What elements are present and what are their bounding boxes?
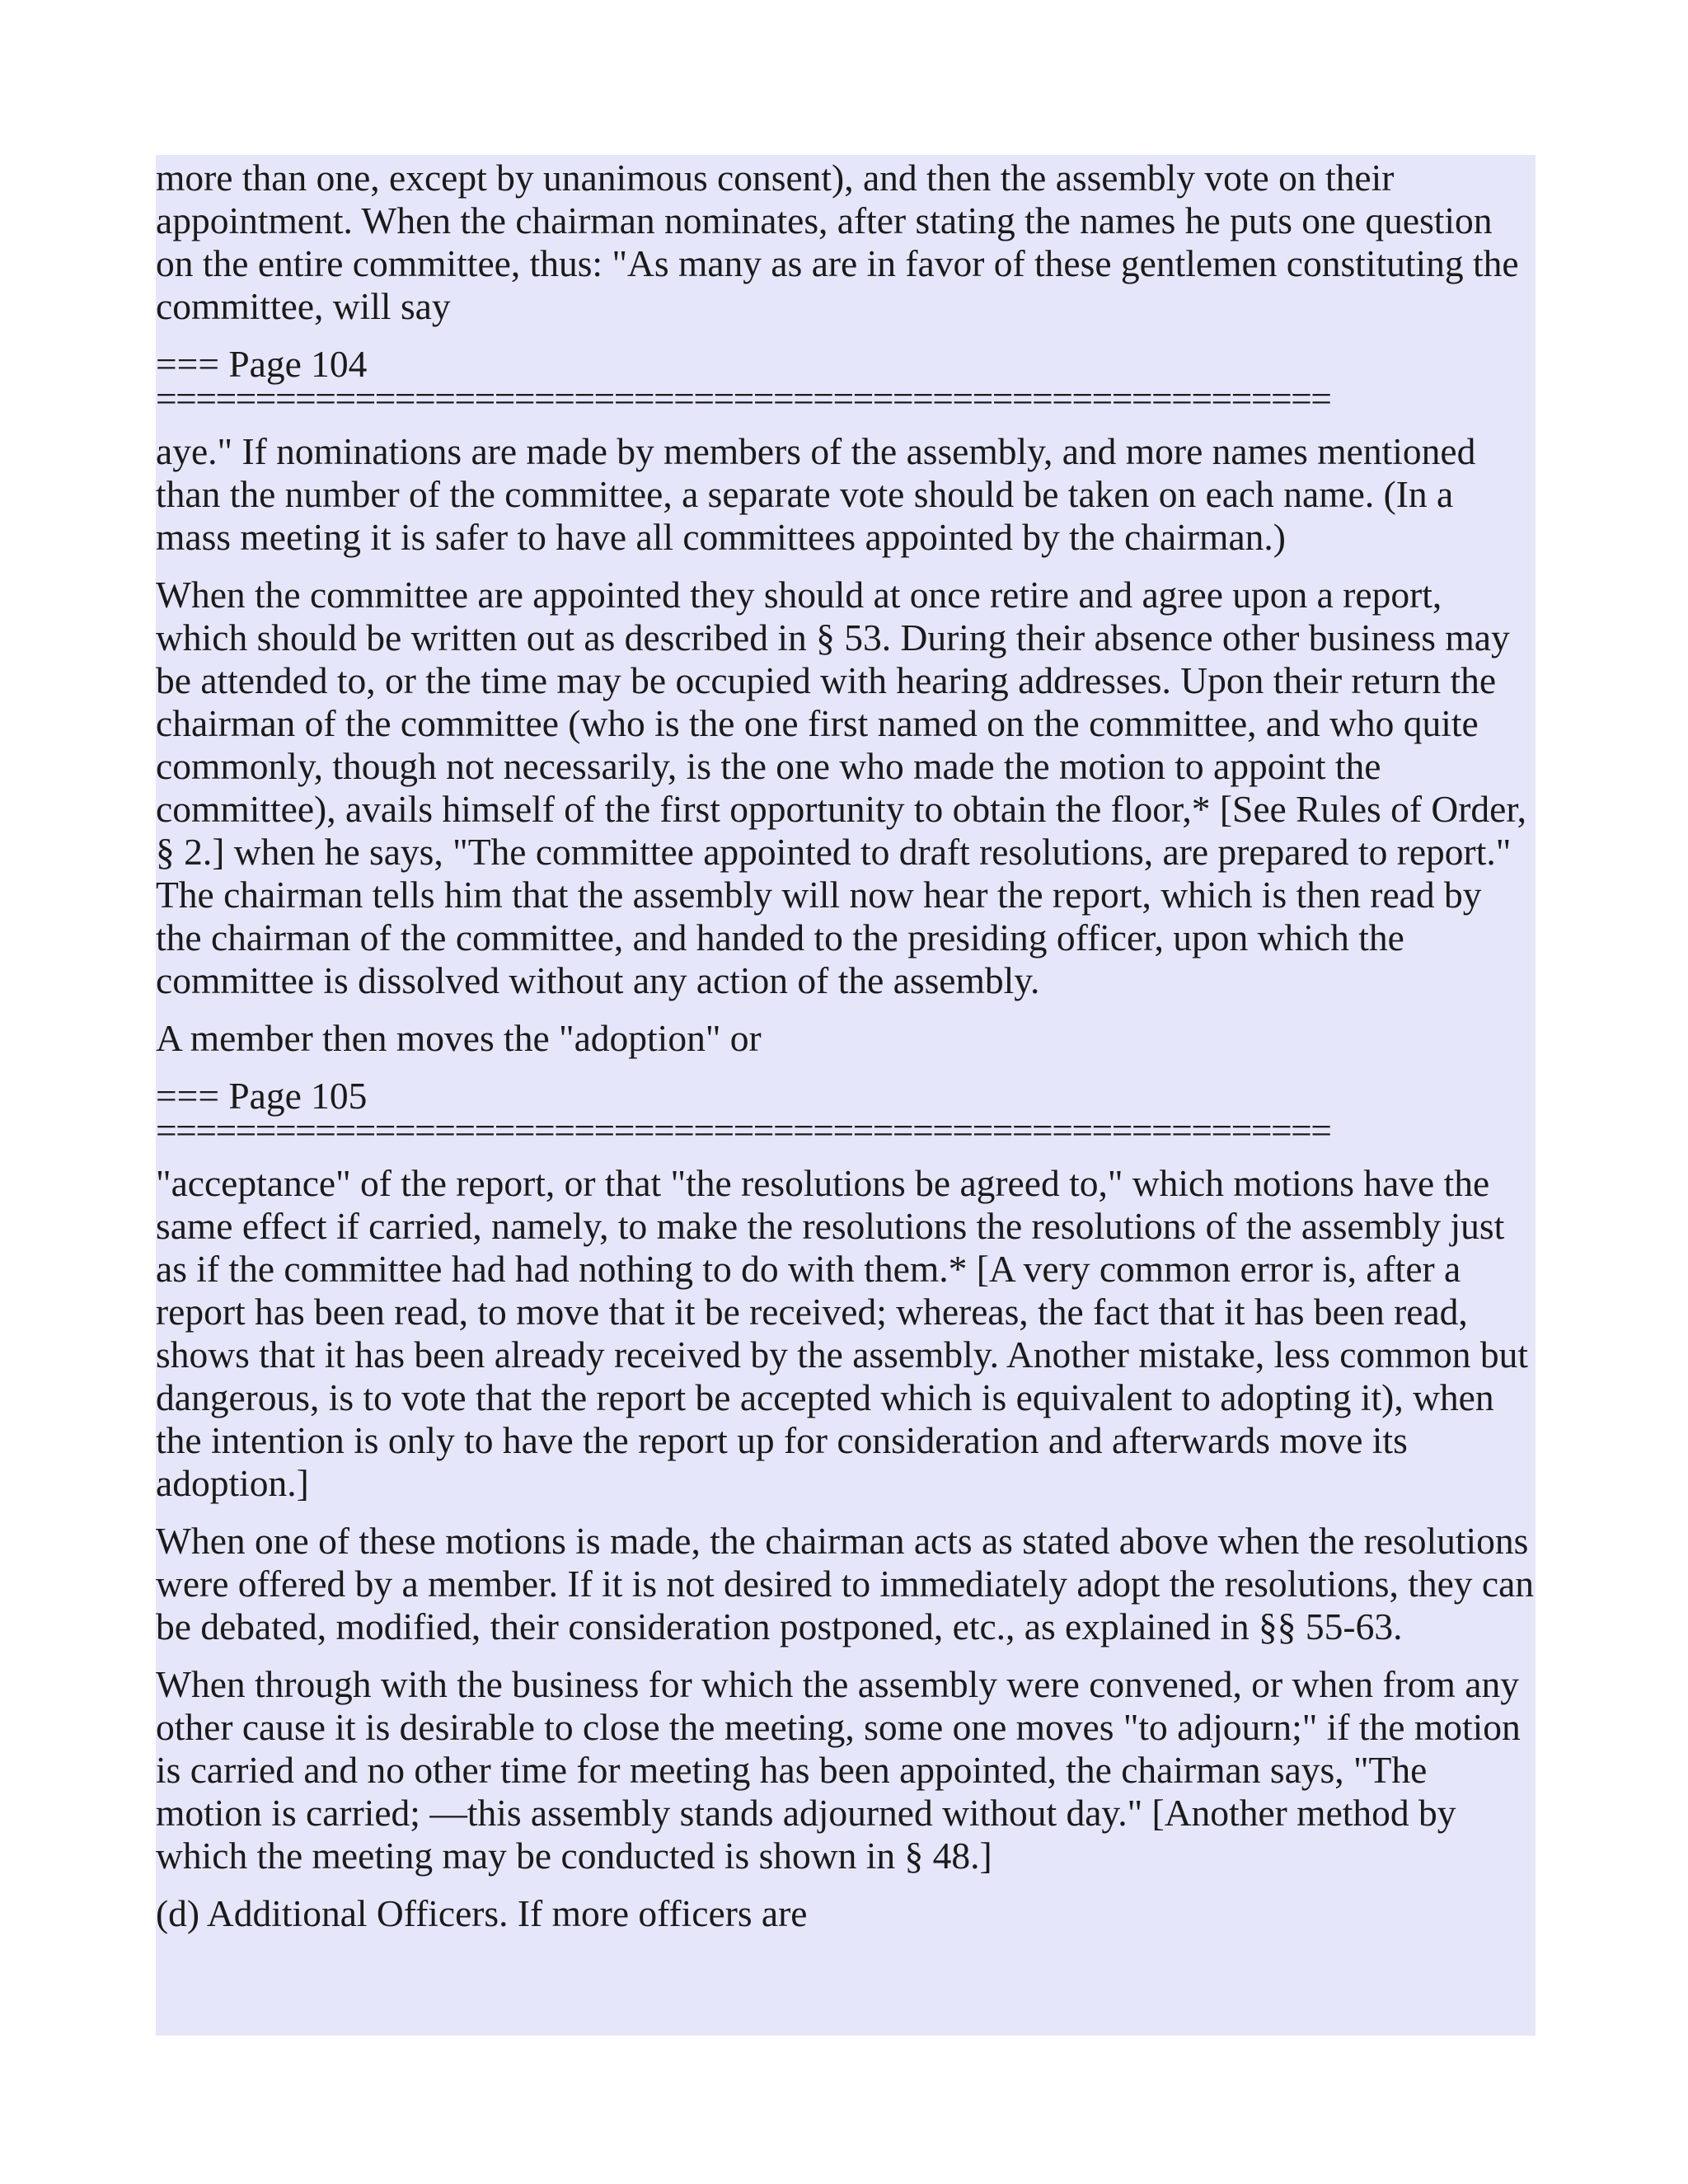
paragraph-acceptance: "acceptance" of the report, or that "the resolutions be agreed to," which motions have the same effect if carried, namely, to make the resolutions the resolutions of the assembly just as if the committee had had nothing to do with them.* [A very common error is, after a report has been read, to move that it be received; whereas, the fact that it has been read, shows that it has been already received by the assembly. Another mistake, less common but dangerous, is to vote that the report be accepted which is equivalent to adopting it), when the intention is only to have the report up for consideration and afterwards move its adoption.]: [156, 1162, 1528, 1504]
paragraph-nomination-vote: more than one, except by unanimous consent), and then the assembly vote on their appointment. When the chairman nominates, after stating the names he puts one question on the entire committee, thus: "As many as are in favor of these gentlemen constituting the committee, will say: [156, 157, 1519, 327]
page-marker-105: [156, 1075, 1536, 1147]
page-separator-rule: ===========================================================: [156, 386, 1331, 415]
page-label-104: === Page 104: [156, 343, 368, 385]
page-label-105: === Page 105: [156, 1075, 368, 1117]
paragraph-member-moves: A member then moves the "adoption" or: [156, 1017, 762, 1059]
highlighted-text-block: [156, 155, 1536, 2036]
page-marker-104: [156, 343, 1536, 415]
paragraph-additional-officers: (d) Additional Officers. If more officers are: [156, 1892, 808, 1934]
page-separator-rule: ===========================================================: [156, 1118, 1331, 1147]
paragraph-aye-nominations: aye." If nominations are made by members of the assembly, and more names mentioned than the number of the committee, a separate vote should be taken on each name. (In a mass meeting it is safer to have all committees appointed by the chairman.): [156, 430, 1476, 558]
paragraph-motions-made: When one of these motions is made, the chairman acts as stated above when the resolutions were offered by a member. If it is not desired to immediately adopt the resolutions, they can be debated, modified, their consideration postponed, etc., as explained in §§ 55-63.: [156, 1520, 1535, 1647]
paragraph-committee-report: When the committee are appointed they should at once retire and agree upon a report, which should be written out as described in § 53. During their absence other business may be attended to, or the time may be occupied with hearing addresses. Upon their return the chairman of the committee (who is the one first named on the committee, and who quite commonly, though not necessarily, is the one who made the motion to appoint the committee), avails himself of the first opportunity to obtain the floor,* [See Rules of Order, § 2.] when he says, "The committee appointed to draft resolutions, are prepared to report." The chairman tells him that the assembly will now hear the report, which is then read by the chairman of the committee, and handed to the presiding officer, upon which the committee is dissolved without any action of the assembly.: [156, 574, 1527, 1001]
paragraph-adjourn: When through with the business for which the assembly were convened, or when from any other cause it is desirable to close the meeting, some one moves "to adjourn;" if the motion is carried and no other time for meeting has been appointed, the chairman says, "The motion is carried; —this assembly stands adjourned without day." [Another method by which the meeting may be conducted is shown in § 48.]: [156, 1663, 1521, 1877]
